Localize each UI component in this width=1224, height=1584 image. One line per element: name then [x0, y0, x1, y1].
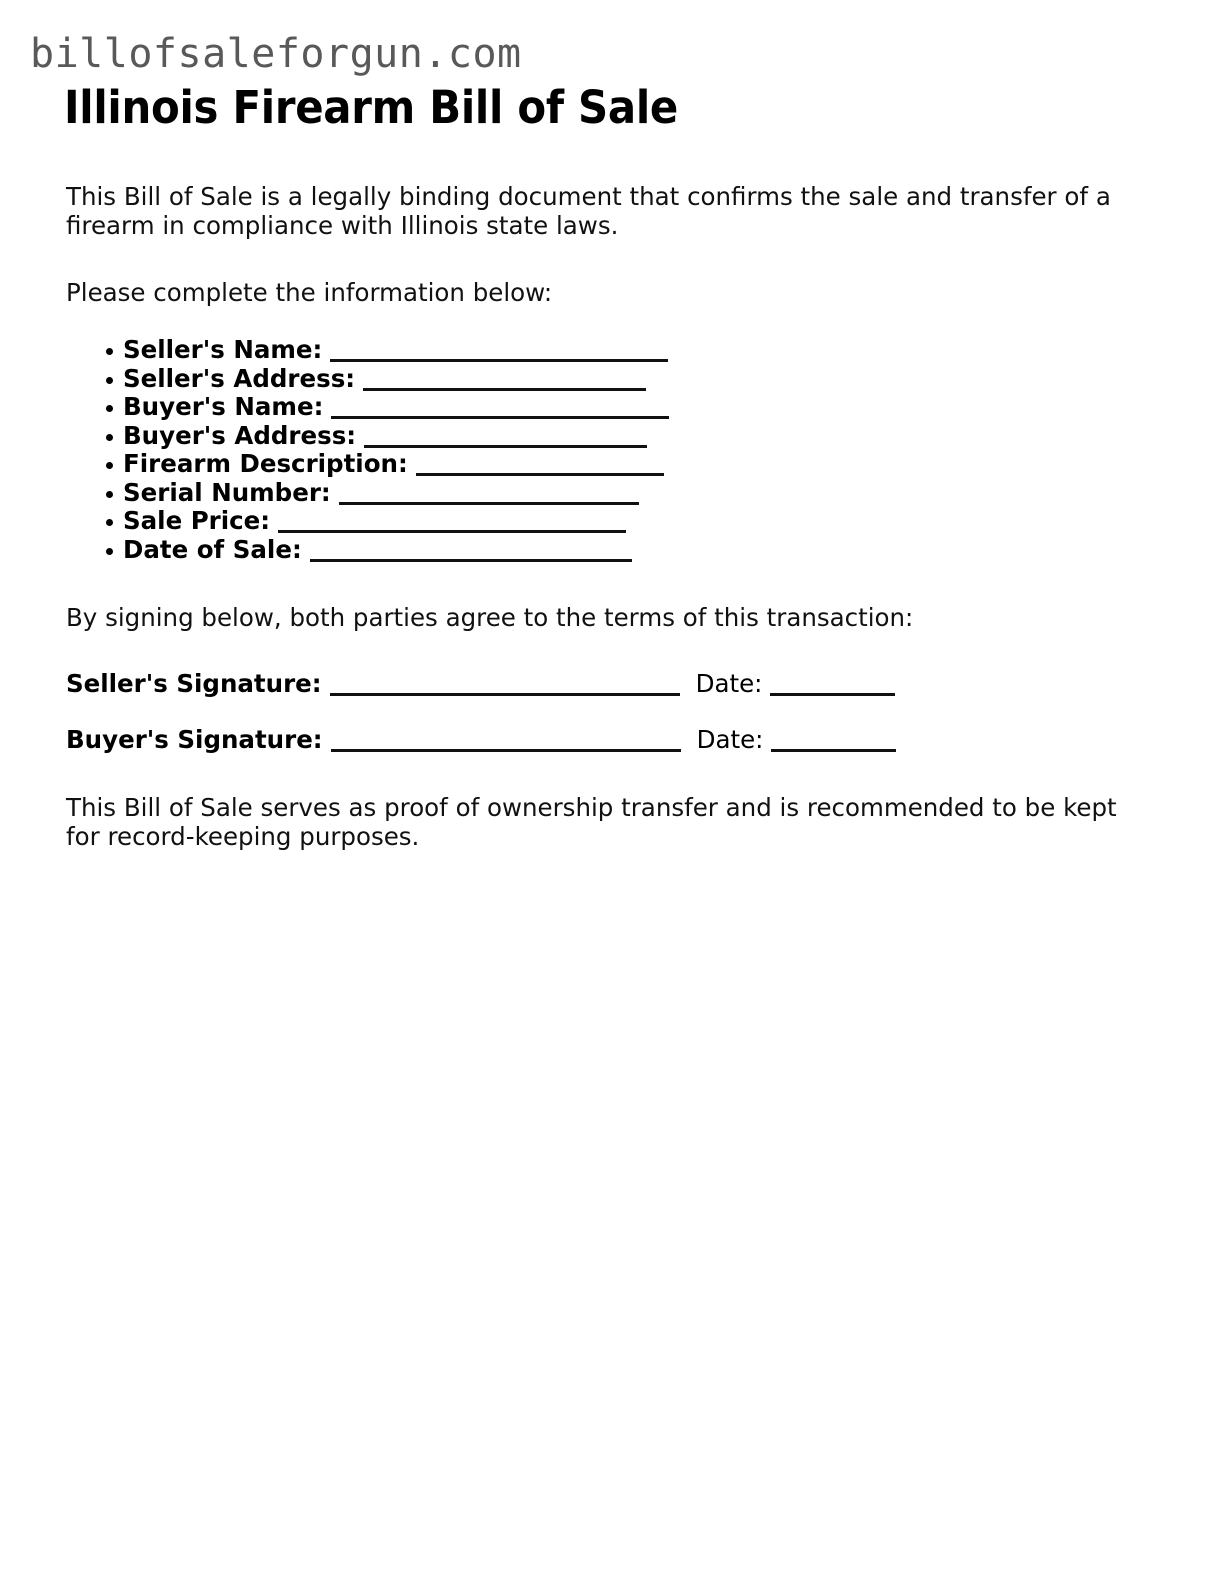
instruction-paragraph: Please complete the information below: [66, 278, 553, 308]
field-label: Date of Sale: [123, 534, 302, 564]
buyer-signature-line[interactable] [331, 749, 681, 752]
list-item [66, 479, 1224, 508]
buyer-signature-row [66, 725, 1224, 754]
field-label: Buyer's Address: [123, 420, 357, 450]
site-domain-wordmark: billofsaleforgun.com [30, 31, 522, 77]
field-label: Seller's Address: [123, 363, 356, 393]
field-label: Sale Price: [123, 506, 271, 536]
seller-date-line[interactable] [770, 693, 895, 696]
document-body [0, 183, 1224, 851]
list-item [66, 336, 1224, 365]
list-item [66, 450, 1224, 479]
field-label: Seller's Name: [123, 334, 323, 364]
list-item [66, 365, 1224, 394]
seller-signature-label: Seller's Signature: [66, 669, 322, 699]
buyer-date-line[interactable] [771, 749, 896, 752]
list-item [66, 422, 1224, 451]
buyer-signature-label: Buyer's Signature: [66, 724, 323, 754]
fields-list [66, 336, 1224, 564]
field-input-line[interactable] [330, 359, 668, 362]
field-input-line[interactable] [310, 559, 632, 562]
page-title: Illinois Firearm Bill of Sale [64, 81, 679, 134]
field-input-line[interactable] [364, 445, 647, 448]
list-item [66, 507, 1224, 536]
field-label: Firearm Description: [123, 449, 408, 479]
intro-paragraph: This Bill of Sale is a legally binding document that confirms the sale and transfer of a firearm in compliance with Illinois state laws. [66, 182, 1111, 241]
field-label: Serial Number: [123, 477, 331, 507]
seller-signature-line[interactable] [330, 693, 680, 696]
field-input-line[interactable] [278, 530, 626, 533]
buyer-date-label: Date: [696, 724, 764, 754]
field-label: Buyer's Name: [123, 392, 324, 422]
field-input-line[interactable] [331, 416, 669, 419]
agreement-paragraph: By signing below, both parties agree to the terms of this transaction: [66, 603, 914, 633]
field-input-line[interactable] [416, 473, 664, 476]
seller-date-label: Date: [695, 669, 763, 699]
list-item [66, 536, 1224, 565]
field-input-line[interactable] [339, 502, 639, 505]
seller-signature-row [66, 669, 1224, 698]
field-input-line[interactable] [363, 388, 646, 391]
document-header [0, 0, 1224, 134]
list-item [66, 393, 1224, 422]
closing-paragraph: This Bill of Sale serves as proof of ownership transfer and is recommended to be kept for record-keeping purposes. [66, 792, 1117, 851]
